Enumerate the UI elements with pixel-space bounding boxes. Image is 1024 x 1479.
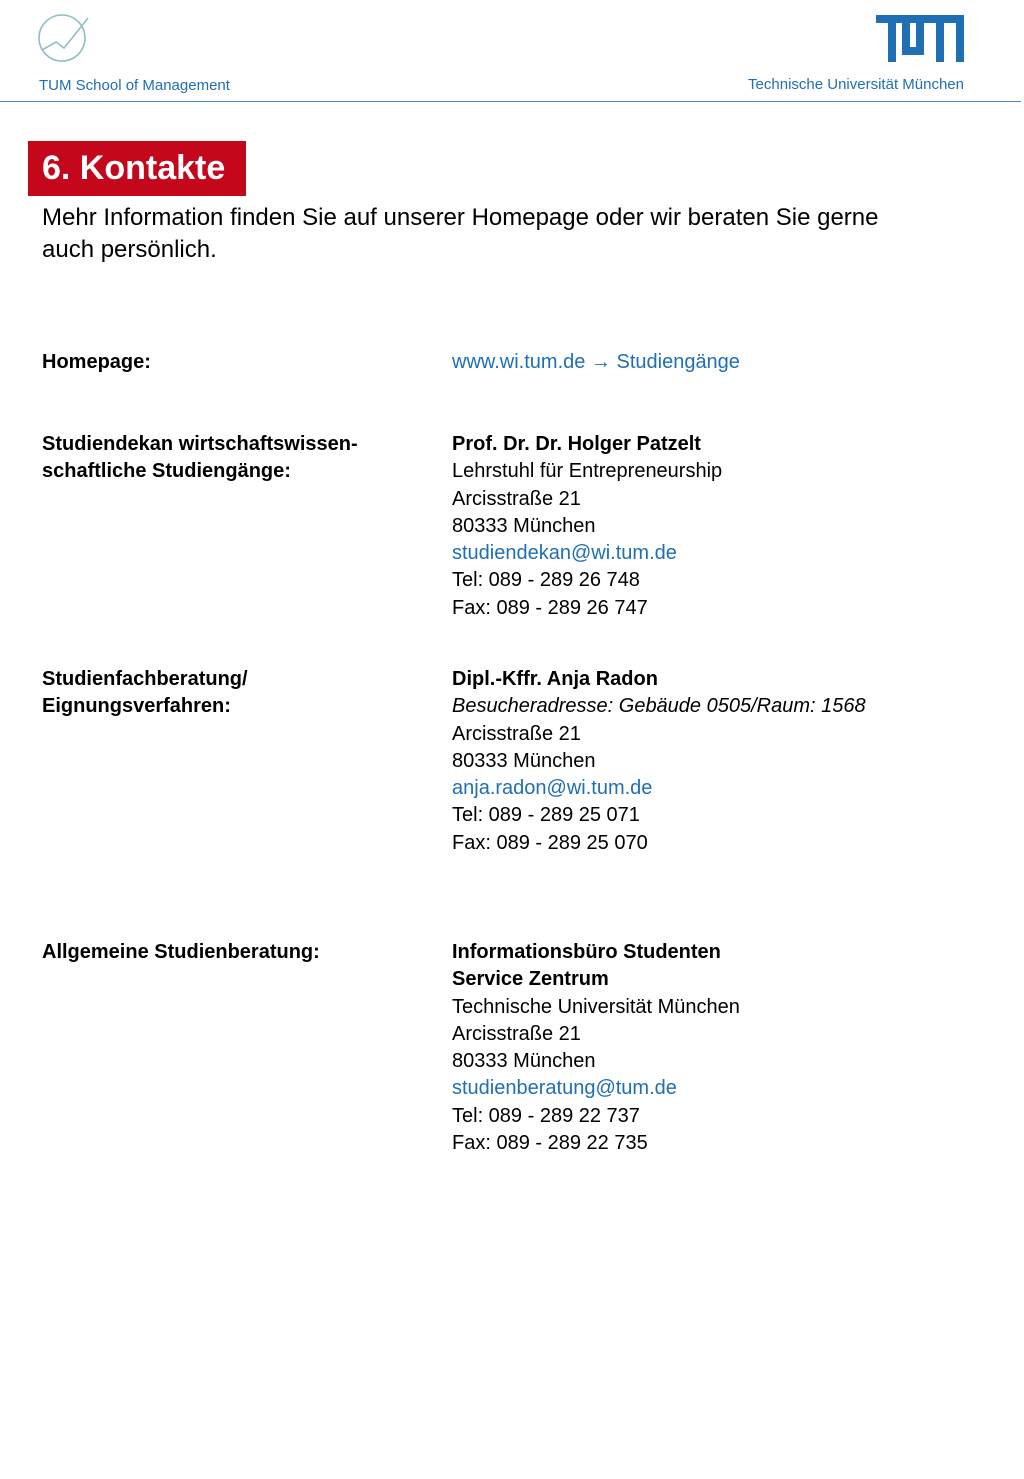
fachberatung-fax: Fax: 089 - 289 25 070 bbox=[452, 831, 648, 854]
allgemein-street: Arcisstraße 21 bbox=[452, 1022, 581, 1045]
studiendekan-tel: Tel: 089 - 289 26 748 bbox=[452, 569, 640, 592]
studiendekan-email-link[interactable]: studiendekan@wi.tum.de bbox=[452, 542, 677, 565]
allgemein-fax: Fax: 089 - 289 22 735 bbox=[452, 1132, 648, 1155]
fachberatung-label bbox=[42, 666, 442, 721]
studiendekan-city: 80333 München bbox=[452, 514, 596, 537]
allgemein-name-line2: Service Zentrum bbox=[452, 968, 609, 991]
fachberatung-email-link[interactable]: anja.radon@wi.tum.de bbox=[452, 777, 653, 800]
studiendekan-label-line2: schaftliche Studiengänge: bbox=[42, 460, 291, 483]
fachberatung-street: Arcisstraße 21 bbox=[452, 722, 581, 745]
homepage-link[interactable]: www.wi.tum.de → Studiengänge bbox=[452, 351, 740, 373]
allgemein-contact bbox=[452, 939, 1012, 1157]
studiendekan-label-line1: Studiendekan wirtschaftswissen- bbox=[42, 433, 358, 455]
allgemein-city: 80333 München bbox=[452, 1050, 596, 1073]
homepage-label: Homepage: bbox=[42, 351, 151, 373]
allgemein-label: Allgemeine Studienberatung: bbox=[42, 941, 320, 963]
studiendekan-label bbox=[42, 431, 442, 486]
intro-text: Mehr Information finden Sie auf unserer Homepage oder wir beraten Sie gerne auch persönlich. bbox=[42, 204, 879, 263]
fachberatung-contact bbox=[452, 666, 1012, 857]
allgemein-institution: Technische Universität München bbox=[452, 995, 740, 1018]
studiendekan-contact bbox=[452, 431, 1012, 622]
studiendekan-street: Arcisstraße 21 bbox=[452, 487, 581, 510]
fachberatung-label-line2: Eignungsverfahren: bbox=[42, 695, 231, 718]
fachberatung-label-line1: Studienfachberatung/ bbox=[42, 668, 248, 690]
fachberatung-tel: Tel: 089 - 289 25 071 bbox=[452, 804, 640, 827]
tum-logo bbox=[876, 15, 964, 62]
university-name: Technische Universität München bbox=[748, 76, 964, 93]
school-name: TUM School of Management bbox=[39, 77, 230, 94]
fachberatung-name: Dipl.-Kffr. Anja Radon bbox=[452, 668, 658, 690]
header-divider bbox=[0, 101, 1021, 102]
fachberatung-city: 80333 München bbox=[452, 749, 596, 772]
studiendekan-fax: Fax: 089 - 289 26 747 bbox=[452, 596, 648, 619]
allgemein-email-link[interactable]: studienberatung@tum.de bbox=[452, 1077, 677, 1100]
section-heading: 6. Kontakte bbox=[28, 141, 246, 196]
studiendekan-chair: Lehrstuhl für Entrepreneurship bbox=[452, 460, 723, 483]
allgemein-tel: Tel: 089 - 289 22 737 bbox=[452, 1104, 640, 1127]
studiendekan-name: Prof. Dr. Dr. Holger Patzelt bbox=[452, 433, 701, 455]
fachberatung-visitor-address: Besucheradresse: Gebäude 0505/Raum: 1568 bbox=[452, 695, 866, 718]
tum-school-of-management-logo bbox=[36, 10, 92, 66]
allgemein-name-line1: Informationsbüro Studenten bbox=[452, 941, 721, 963]
